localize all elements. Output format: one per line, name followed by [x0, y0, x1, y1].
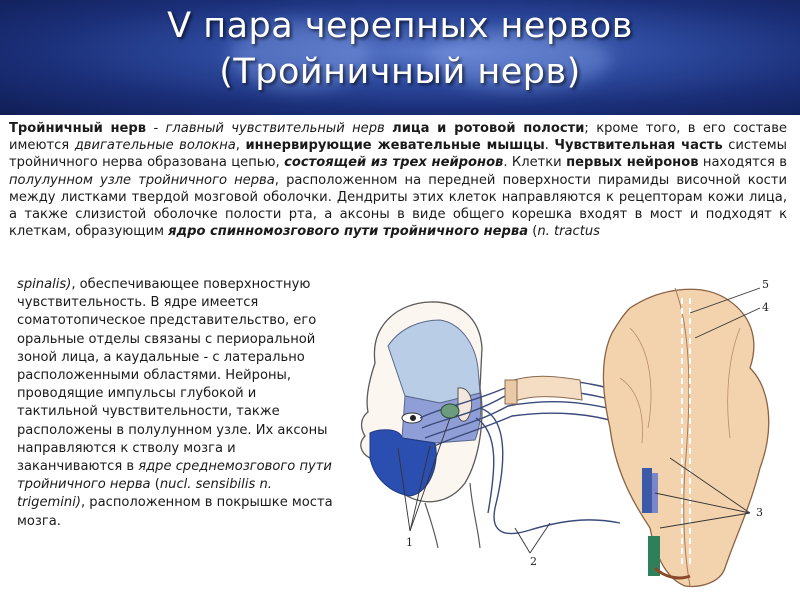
slide-subtitle: (Тройничный нерв) [219, 52, 581, 92]
nerve-trunk [505, 376, 582, 404]
figure-label-2: 2 [530, 555, 537, 568]
spinal-nucleus [642, 468, 652, 513]
side-paragraph: spinalis), обеспечивающее поверхностную чувствительность. В ядре имеется соматотопическое представительство, его оральные отделы связаны с периоральной зоной лица, а каудальные - с латерально расположенными областями. Нейроны, проводящие импульсы глубокой и тактильной чувствительности, также расположены в полулунном узле. Их аксоны направляются к стволу мозга и заканчиваются в ядре среднемозгового пути тройничного нерва (nucl. sensibilis n. trigemini), расположенном в покрышке моста мозга. [17, 277, 333, 529]
anatomy-figure [330, 268, 800, 600]
figure-label-1: 1 [406, 536, 413, 549]
title-banner [0, 0, 800, 115]
ganglion [441, 404, 459, 418]
main-paragraph: Тройничный нерв - главный чувствительный нерв лица и ротовой полости; кроме того, в его составе имеются двигательные волокна, иннервирующие жевательные мышцы. Чувствительная часть системы тройничного нерва образована цепью, состоящей из трех нейронов. Клетки первых нейронов находятся в полулунном узле тройничного нерва, расположенном на передней поверхности пирамиды височной кости между листками твердой мозговой оболочки. Дендриты этих клеток направляются к рецепторам кожи лица, а также слизистой оболочке полости рта, а аксоны в виде общего корешка входят в мост и подходят к клеткам, образующим ядро спинномозгового пути тройничного нерва (n. tractus [9, 121, 787, 240]
slide-title: V пара черепных нервов [167, 6, 633, 46]
brainstem [604, 288, 769, 586]
figure-label-3: 3 [756, 506, 763, 519]
figure-label-5: 5 [762, 278, 769, 291]
figure-label-4: 4 [762, 301, 769, 314]
trigeminal-nerve-illustration [330, 268, 800, 604]
